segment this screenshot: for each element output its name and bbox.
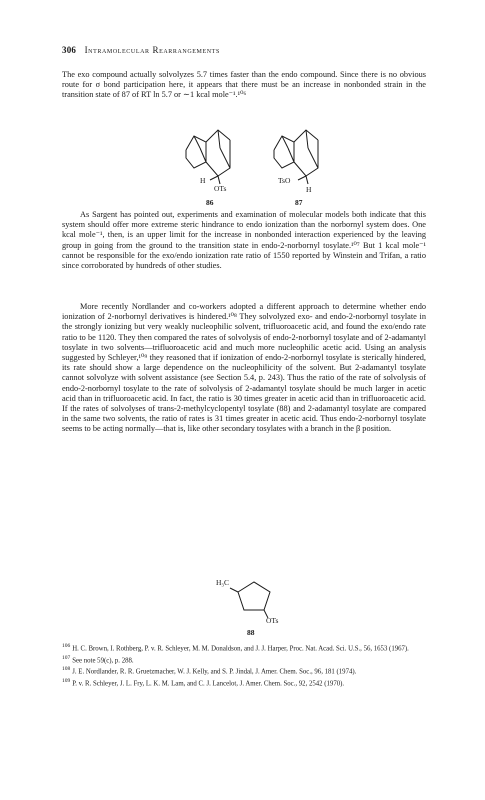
- compound-number-86: 86: [206, 198, 214, 207]
- footnote-108-text: J. E. Nordlander, R. R. Gruetzmacher, W. J. Kelly, and S. P. Jindal, J. Amer. Chem. Soc., 96, 181 (1974).: [72, 668, 357, 676]
- structure-86-ots-label: OTs: [214, 184, 227, 193]
- paragraph-1: The exo compound actually solvolyzes 5.7 times faster than the endo compound. Since there is no obvious route for σ bond participation here, it appears that there must be an increase in nonbonded strain in the transition state of 87 of RT ln 5.7 or ∼1 kcal mole⁻¹.¹⁰⁶: [62, 70, 426, 100]
- footnote-107: [62, 654, 426, 666]
- footnote-107-number: 107: [62, 654, 71, 661]
- paragraph-3: More recently Nordlander and co-workers adopted a different approach to determine whether endo ionization of 2-norbornyl derivatives is hindered.¹⁰⁸ They solvolyzed exo- and endo-2-norbornyl tosylate in the strongly ionizing but very weakly nucleophilic solvent, trifluoroacetic acid, and found the exo/endo rate ratio to be 1120. They then compared the rates of solvolysis of endo-2-norbornyl tosylate and of 2-adamantyl tosylate in two solvents—trifluoroacetic acid and much more nucleophilic acetic acid. Using an analysis suggested by Schleyer,¹⁰⁹ they reasoned that if ionization of endo-2-norbornyl tosylate is sterically hindered, its rate should show a large dependence on the nucleophilicity of the solvent. But 2-adamantyl tosylate cannot solvolyze with solvent assistance (see Section 5.4, p. 243). Thus the ratio of the rate of solvolysis of endo-2-norbornyl tosylate to the rate of solvolysis of 2-adamantyl tosylate should be much larger in acetic acid than in trifluoroacetic acid. In fact, the ratio is 30 times greater in acetic acid than in trifluoroacetic acid. If the rates of solvolyses of trans-2-methylcyclopentyl tosylate (88) and 2-adamantyl tosylate are compared in the same two solvents, the ratio of rates is 31 times greater in acetic acid. Thus endo-2-norbornyl tosylate seems to be acting normally—that is, like other secondary tosylates with a branch in the β position.: [62, 302, 426, 434]
- footnote-109-number: 109: [62, 677, 71, 684]
- paragraph-2: As Sargent has pointed out, experiments and examination of molecular models both indicate that this system should offer more extreme steric hindrance to endo ionization than the norbornyl system does. One kcal mole⁻¹, then, is an upper limit for the increase in nonbonded interaction experienced by the leaving group in going from the ground to the transition state in endo-2-norbornyl tosylate.¹⁰⁷ But 1 kcal mole⁻¹ cannot be responsible for the exo/endo ionization rate ratio of 1550 reported by Winstein and Trifan, a ratio since corroborated by hundreds of other studies.: [62, 210, 426, 271]
- footnote-106: [62, 642, 426, 654]
- footnote-109-text: P. v. R. Schleyer, J. L. Fry, L. K. M. Lam, and C. J. Lancelot, J. Amer. Chem. Soc., 92, 2542 (1970).: [72, 679, 345, 687]
- structure-86: [180, 128, 250, 199]
- footnote-108: [62, 665, 426, 677]
- footnote-106-number: 106: [62, 643, 71, 649]
- structure-86-h-label: H: [200, 176, 206, 185]
- page-number: 306: [62, 45, 77, 55]
- compound-number-88: 88: [247, 628, 255, 637]
- footnote-108-number: 108: [62, 666, 71, 673]
- footnote-109: [62, 677, 426, 689]
- compound-number-87: 87: [295, 198, 303, 207]
- footnote-107-text: See note 59(c), p. 288.: [72, 656, 134, 664]
- page-header: [62, 45, 220, 55]
- footnote-106-text: H. C. Brown, I. Rothberg, P. v. R. Schleyer, M. M. Donaldson, and J. J. Harper, Proc. Nat. Acad. Sci. U.S., 56, 1653 (1967).: [72, 645, 409, 653]
- running-title: Intramolecular Rearrangements: [84, 45, 220, 55]
- footnotes: [62, 642, 426, 688]
- structure-88-methyl-label: H₃C: [216, 578, 230, 587]
- structure-88: [216, 578, 284, 629]
- structure-87-tso-label: TsO: [278, 176, 291, 185]
- structure-88-ots-label: OTs: [266, 616, 279, 625]
- structure-87: [268, 128, 338, 199]
- structure-87-h-label: H: [306, 185, 312, 194]
